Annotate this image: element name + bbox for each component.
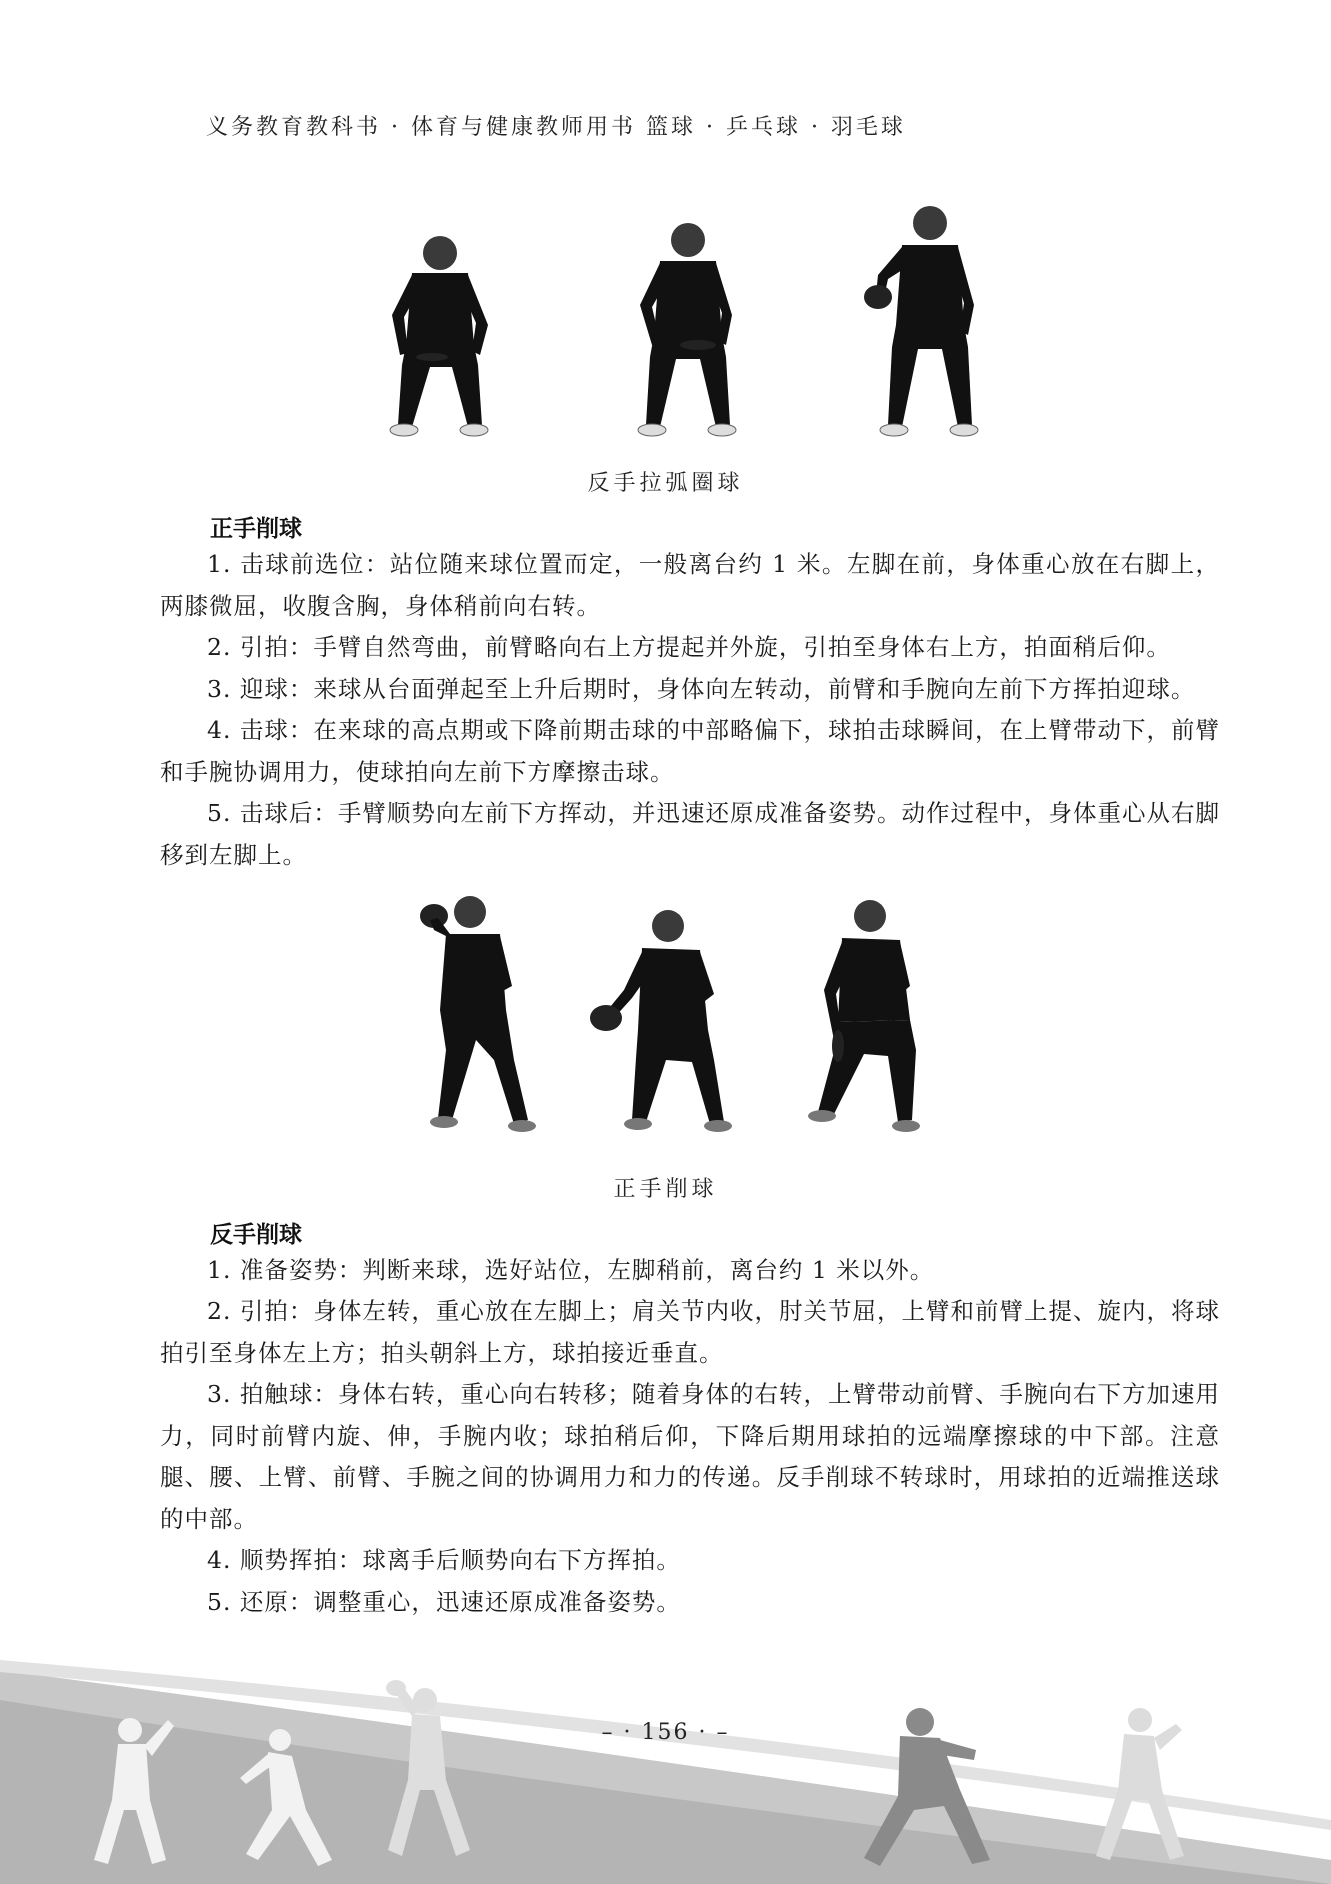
page-number: – · 156 · – (601, 1720, 730, 1745)
figure-caption-forehand-chop: 正手削球 (613, 1177, 718, 1202)
player-photo-2 (590, 910, 732, 1132)
running-header: 义务教育教科书 · 体育与健康教师用书 篮球 · 乒乓球 · 羽毛球 (206, 115, 906, 140)
figure-backhand-loop-photos (370, 195, 1010, 450)
paragraph: 4. 顺势挥拍：球离手后顺势向右下方挥拍。 (207, 1546, 681, 1574)
player-photo-3 (808, 900, 920, 1132)
player-photo-2 (638, 223, 736, 436)
section-title-forehand-chop: 正手削球 (210, 516, 302, 542)
figure-caption-backhand-loop: 反手拉弧圈球 (587, 471, 744, 496)
paragraph: 5. 还原：调整重心，迅速还原成准备姿势。 (207, 1588, 681, 1616)
footer-decoration (0, 1660, 1331, 1884)
paragraph: 1. 击球前选位：站位随来球位置而定，一般离台约 1 米。左脚在前，身体重心放在右脚上，两膝微屈，收腹含胸，身体稍前向右转。 (160, 550, 1220, 620)
section-title-backhand-chop: 反手削球 (210, 1222, 302, 1248)
paragraph: 3. 迎球：来球从台面弹起至上升后期时，身体向左转动，前臂和手腕向左前下方挥拍迎球。 (207, 675, 1196, 703)
paragraph: 2. 引拍：身体左转，重心放在左脚上；肩关节内收，肘关节屈，上臂和前臂上提、旋内，将球拍引至身体左上方；拍头朝斜上方，球拍接近垂直。 (160, 1297, 1220, 1367)
paragraph: 3. 拍触球：身体右转，重心向右转移；随着身体的右转，上臂带动前臂、手腕向右下方加速用力，同时前臂内旋、伸，手腕内收；球拍稍后仰，下降后期用球拍的远端摩擦球的中下部。注意腿、腰、上臂、前臂、手腕之间的协调用力和力的传递。反手削球不转球时，用球拍的近端推送球的中部。 (160, 1380, 1220, 1533)
player-photo-3 (864, 206, 978, 436)
paragraph: 5. 击球后：手臂顺势向左前下方挥动，并迅速还原成准备姿势。动作过程中，身体重心从右脚移到左脚上。 (160, 799, 1220, 869)
figure-forehand-chop-photos (410, 890, 990, 1140)
paragraph: 1. 准备姿势：判断来球，选好站位，左脚稍前，离台约 1 米以外。 (207, 1256, 935, 1284)
player-photo-1 (390, 236, 488, 436)
paragraph: 4. 击球：在来球的高点期或下降前期击球的中部略偏下，球拍击球瞬间，在上臂带动下，前臂和手腕协调用力，使球拍向左前下方摩擦击球。 (160, 716, 1220, 786)
paragraph: 2. 引拍：手臂自然弯曲，前臂略向右上方提起并外旋，引拍至身体右上方，拍面稍后仰。 (207, 633, 1171, 661)
player-photo-1 (420, 896, 536, 1132)
